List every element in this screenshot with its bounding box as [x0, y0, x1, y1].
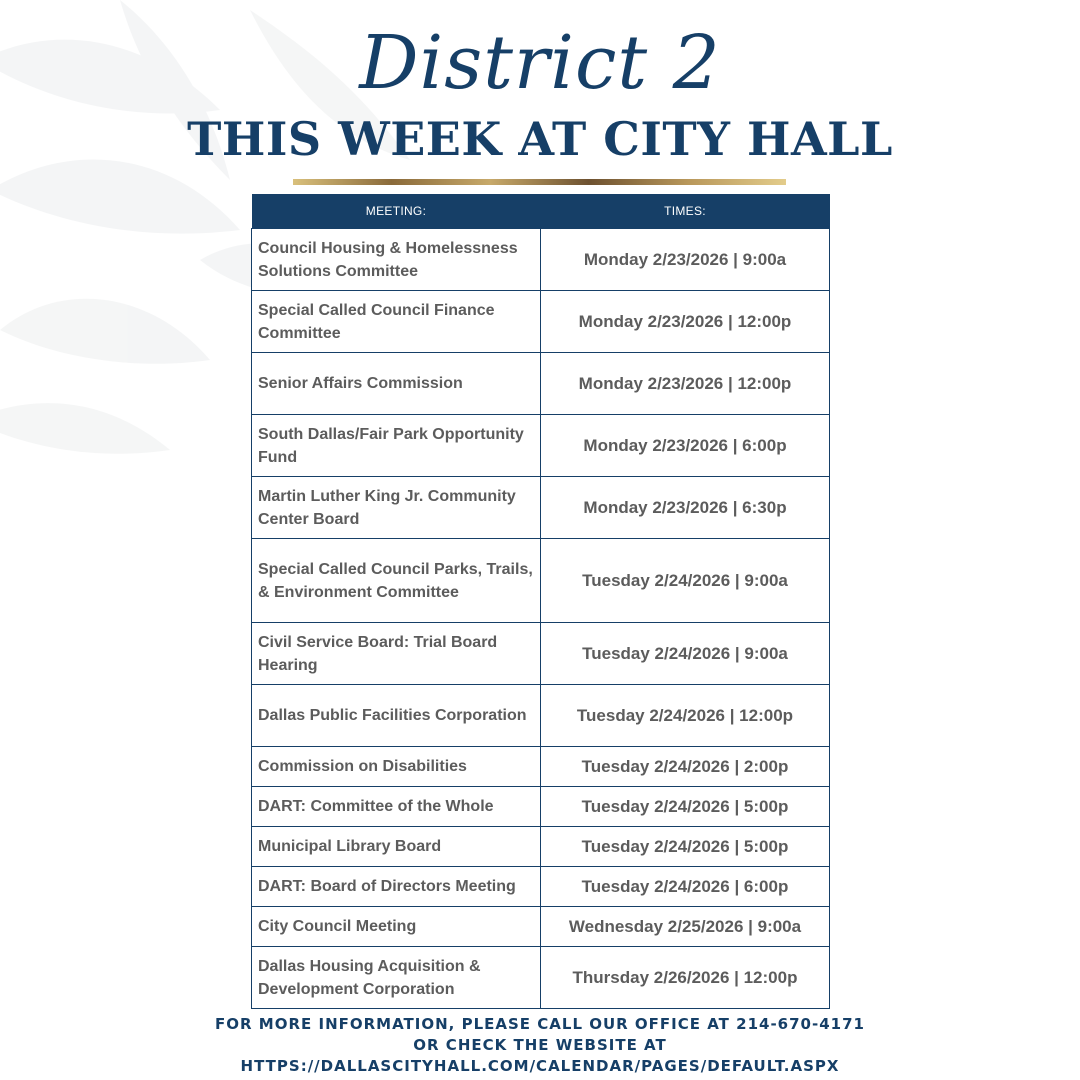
meeting-cell: Dallas Public Facilities Corporation [252, 685, 541, 747]
time-cell: Tuesday 2/24/2026 | 2:00p [541, 747, 830, 787]
footer-website-line: OR CHECK THE WEBSITE AT [413, 1036, 667, 1054]
page-title: THIS WEEK AT CITY HALL [187, 112, 893, 166]
table-row [252, 787, 830, 827]
table-row [252, 623, 830, 685]
table-row [252, 907, 830, 947]
meeting-schedule-table [251, 194, 830, 1009]
column-header-times: TIMES: [541, 194, 830, 229]
time-cell: Tuesday 2/24/2026 | 12:00p [541, 685, 830, 747]
meeting-cell: Commission on Disabilities [252, 747, 541, 787]
meeting-cell: Martin Luther King Jr. Community Center Board [252, 477, 541, 539]
meeting-cell: Special Called Council Finance Committee [252, 291, 541, 353]
table-row [252, 291, 830, 353]
meeting-cell: Council Housing & Homelessness Solutions Committee [252, 229, 541, 291]
table-row [252, 867, 830, 907]
time-cell: Tuesday 2/24/2026 | 6:00p [541, 867, 830, 907]
meeting-cell: DART: Board of Directors Meeting [252, 867, 541, 907]
time-cell: Monday 2/23/2026 | 9:00a [541, 229, 830, 291]
time-cell: Tuesday 2/24/2026 | 5:00p [541, 787, 830, 827]
time-cell: Tuesday 2/24/2026 | 5:00p [541, 827, 830, 867]
gold-divider [293, 179, 786, 185]
table-row [252, 353, 830, 415]
column-header-meeting: MEETING: [252, 194, 541, 229]
time-cell: Tuesday 2/24/2026 | 9:00a [541, 539, 830, 623]
table-header-row [252, 194, 830, 229]
table-row [252, 539, 830, 623]
meeting-cell: City Council Meeting [252, 907, 541, 947]
meeting-cell: Civil Service Board: Trial Board Hearing [252, 623, 541, 685]
table-row [252, 477, 830, 539]
time-cell: Wednesday 2/25/2026 | 9:00a [541, 907, 830, 947]
footer-phone-line: FOR MORE INFORMATION, PLEASE CALL OUR OFFICE AT 214-670-4171 [215, 1015, 865, 1033]
time-cell: Monday 2/23/2026 | 12:00p [541, 353, 830, 415]
meeting-cell: DART: Committee of the Whole [252, 787, 541, 827]
table-row [252, 685, 830, 747]
meeting-cell: Senior Affairs Commission [252, 353, 541, 415]
time-cell: Monday 2/23/2026 | 6:30p [541, 477, 830, 539]
table-row [252, 415, 830, 477]
time-cell: Thursday 2/26/2026 | 12:00p [541, 947, 830, 1009]
meeting-cell: Dallas Housing Acquisition & Development Corporation [252, 947, 541, 1009]
table-row [252, 747, 830, 787]
time-cell: Monday 2/23/2026 | 12:00p [541, 291, 830, 353]
meeting-cell: South Dallas/Fair Park Opportunity Fund [252, 415, 541, 477]
time-cell: Tuesday 2/24/2026 | 9:00a [541, 623, 830, 685]
footer-contact-info [0, 1014, 1080, 1077]
table-row [252, 947, 830, 1009]
meeting-cell: Special Called Council Parks, Trails, & Environment Committee [252, 539, 541, 623]
footer-url-link[interactable]: HTTPS://DALLASCITYHALL.COM/CALENDAR/PAGES/DEFAULT.ASPX [240, 1057, 840, 1075]
script-title: District 2 [359, 20, 721, 106]
time-cell: Monday 2/23/2026 | 6:00p [541, 415, 830, 477]
table-row [252, 827, 830, 867]
meeting-cell: Municipal Library Board [252, 827, 541, 867]
table-row [252, 229, 830, 291]
